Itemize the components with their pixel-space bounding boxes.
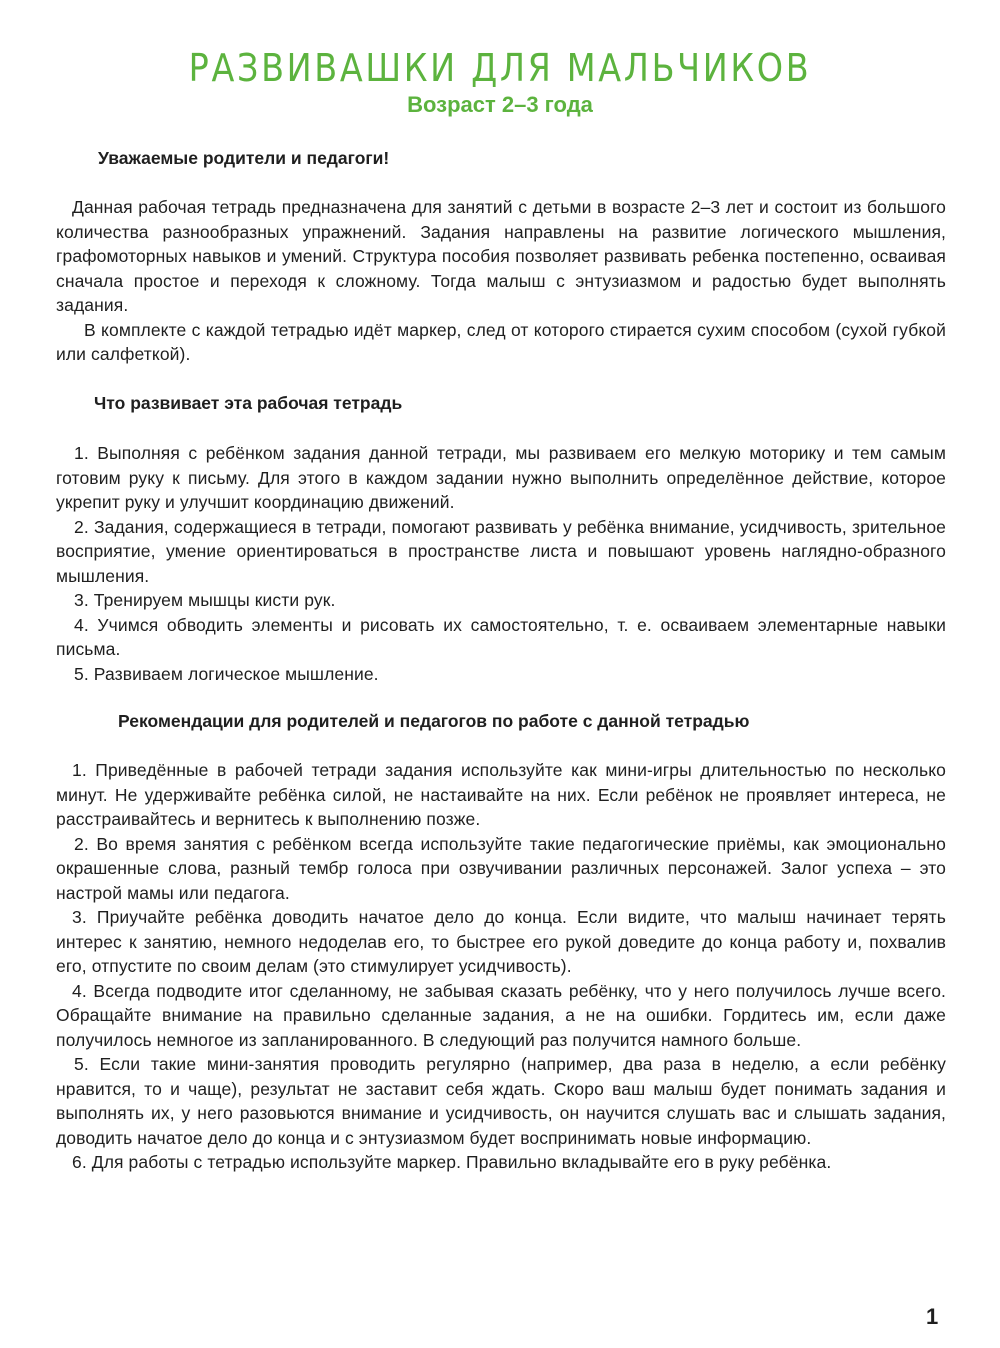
list-item: 6. Для работы с тетрадью используйте маркер. Правильно вкладывайте его в руку ребёнка.	[72, 1152, 832, 1172]
intro-paragraph: Данная рабочая тетрадь предназначена для занятий с детьми в возрасте 2–3 лет и состоит из большого количества разнообразных упражнений. Задания направлены на развитие логического мышления, графомоторных навыков и умений. Структура пособия позволяет развивать ребенка постепенно, осваивая сначала простое и переходя к сложному. Тогда малыш с энтузиазмом и радостью будет выполнять задания.	[56, 197, 946, 315]
list-item: 5. Развиваем логическое мышление.	[74, 663, 379, 684]
recommendations-list	[56, 758, 946, 1175]
list-item: 2. Во время занятия с ребёнком всегда используйте такие педагогические приёмы, как эмоционально окрашенные слова, разный тембр голоса при озвучивании различных персонажей. Залог успеха – это настрой мамы или педагога.	[56, 833, 946, 903]
list-item: 1. Выполняя с ребёнком задания данной тетради, мы развиваем его мелкую моторику и тем самым готовим руку к письму. Для этого в каждом задании нужно выполнить определённое действие, которое укрепит руку и улучшит координацию движений.	[56, 443, 946, 512]
list-item: 3. Приучайте ребёнка доводить начатое дело до конца. Если видите, что малыш начинает терять интерес к занятию, немного недоделав его, то быстрее его рукой доведите до конца работу и, похвалив его, отпустите по своим делам (это стимулирует усидчивость).	[56, 907, 946, 976]
list-item: 3. Тренируем мышцы кисти рук.	[74, 590, 336, 610]
page-number: 1	[926, 1304, 939, 1329]
page-title: РАЗВИВАШКИ ДЛЯ МАЛЬЧИКОВ	[188, 46, 812, 90]
list-item: 2. Задания, содержащиеся в тетради, помогают развивать у ребёнка внимание, усидчивость, зрительное восприятие, умение ориентироваться в пространстве листа и повышают уровень наглядно-образного мышления.	[56, 516, 946, 586]
list-item: 4. Всегда подводите итог сделанному, не забывая сказать ребёнку, что у него получилось лучше всего. Обращайте внимание на правильно сделанные задания, а не на ошибки. Гордитесь им, если даже получилось немногое из запланированного. В следующий раз получится намного больше.	[56, 980, 946, 1050]
list-item: 4. Учимся обводить элементы и рисовать их самостоятельно, т. е. осваиваем элементарные навыки письма.	[56, 614, 946, 659]
section-heading-develops: Что развивает эта рабочая тетрадь	[94, 393, 403, 413]
list-item: 5. Если такие мини-занятия проводить регулярно (например, два раза в неделю, а если ребёнку нравится, то и чаще), результат не заставит себя ждать. Скоро ваш малыш будет понимать задания и выполнять их, у него разовьются внимание и усидчивость, он научится слушать вас и слышать задания, доводить начатое дело до конца и с энтузиазмом будет воспринимать новые информацию.	[56, 1054, 946, 1148]
develops-list	[56, 441, 946, 686]
intro-section	[56, 195, 946, 367]
section-heading-recommendations: Рекомендации для родителей и педагогов по работе с данной тетрадью	[118, 711, 750, 731]
intro-paragraph: В комплекте с каждой тетрадью идёт маркер, след от которого стирается сухим способом (сухой губкой или салфеткой).	[56, 319, 946, 364]
list-item: 1. Приведённые в рабочей тетради задания используйте как мини-игры длительностью по несколько минут. Не удерживайте ребёнка силой, не настаивайте на них. Если ребёнок не проявляет интереса, не расстраивайтесь и вернитесь к выполнению позже.	[56, 760, 946, 829]
page-subtitle: Возраст 2–3 года	[407, 92, 593, 117]
greeting-heading: Уважаемые родители и педагоги!	[98, 148, 390, 168]
